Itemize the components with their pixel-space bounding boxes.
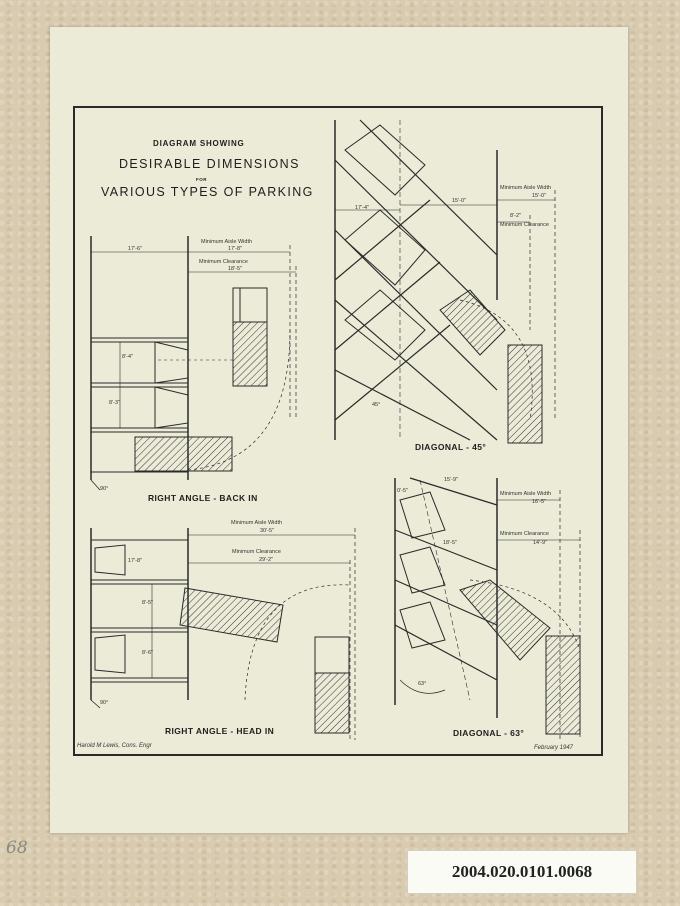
diag45-caption: DIAGONAL - 45° bbox=[415, 442, 487, 452]
back-in-aisle-value: 17'-8" bbox=[228, 246, 243, 252]
head-in-aisle-label: Minimum Aisle Width bbox=[231, 520, 283, 526]
back-in-caption: RIGHT ANGLE - BACK IN bbox=[148, 493, 258, 503]
title-line-2: DESIRABLE DIMENSIONS bbox=[119, 157, 300, 171]
back-in-clearance-label: Minimum Clearance bbox=[199, 259, 248, 265]
diag63-aisle-value: 16'-5" bbox=[532, 499, 547, 505]
diag63-caption: DIAGONAL - 63° bbox=[453, 728, 525, 738]
diag63-clearance-label: Minimum Clearance bbox=[500, 531, 549, 537]
drawing-date: February 1947 bbox=[534, 745, 574, 751]
engineer-signature: Harold M Lewis, Cons. Engr bbox=[77, 743, 152, 749]
head-in-clearance-label: Minimum Clearance bbox=[232, 549, 281, 555]
back-in-drawing bbox=[91, 236, 296, 490]
back-in-aisle-label: Minimum Aisle Width bbox=[201, 239, 253, 245]
back-in-clearance-value: 18'-5" bbox=[228, 266, 243, 272]
head-in-clearance-value: 29'-2" bbox=[259, 557, 274, 563]
diag63-depth2: 18'-5" bbox=[443, 540, 458, 546]
head-in-stall-width-2: 8'-6" bbox=[142, 650, 153, 656]
diag45-aisle-label: Minimum Aisle Width bbox=[500, 185, 552, 191]
diag45-aisle-value: 15'-0" bbox=[532, 193, 547, 199]
head-in-stall-width-1: 8'-5" bbox=[142, 600, 153, 606]
diag63-clearance-value: 14'-9" bbox=[533, 540, 548, 546]
head-in-stall-depth: 17'-8" bbox=[128, 558, 143, 564]
diag45-clearance-label: Minimum Clearance bbox=[500, 222, 549, 228]
back-in-stall-depth: 17'-6" bbox=[128, 246, 143, 252]
diag45-drawing bbox=[335, 120, 555, 443]
diag63-drawing bbox=[395, 478, 580, 740]
pencil-note: 68 bbox=[6, 838, 28, 858]
back-in-angle: 90° bbox=[100, 486, 109, 492]
diag45-clearance-value: 8'-2" bbox=[510, 213, 521, 219]
title-line-1: DIAGRAM SHOWING bbox=[153, 139, 245, 148]
back-in-stall-width-2: 8'-3" bbox=[109, 400, 120, 406]
diag45-angle: 45° bbox=[372, 402, 381, 408]
diag63-depth: 15'-9" bbox=[444, 477, 459, 483]
diag45-depth2: 15'-0" bbox=[452, 198, 467, 204]
title-line-4: VARIOUS TYPES OF PARKING bbox=[101, 185, 314, 199]
title-line-3: FOR bbox=[196, 177, 207, 182]
diag63-angle: 63° bbox=[418, 681, 427, 687]
head-in-aisle-value: 30'-5" bbox=[260, 528, 275, 534]
head-in-angle: 90° bbox=[100, 700, 109, 706]
diag63-offset: 0'-5" bbox=[397, 488, 408, 494]
diag63-aisle-label: Minimum Aisle Width bbox=[500, 491, 552, 497]
accession-number-label: 2004.020.0101.0068 bbox=[407, 850, 637, 894]
back-in-stall-width-1: 8'-4" bbox=[122, 354, 133, 360]
diag45-depth: 17'-4" bbox=[355, 205, 370, 211]
head-in-caption: RIGHT ANGLE - HEAD IN bbox=[165, 726, 275, 736]
